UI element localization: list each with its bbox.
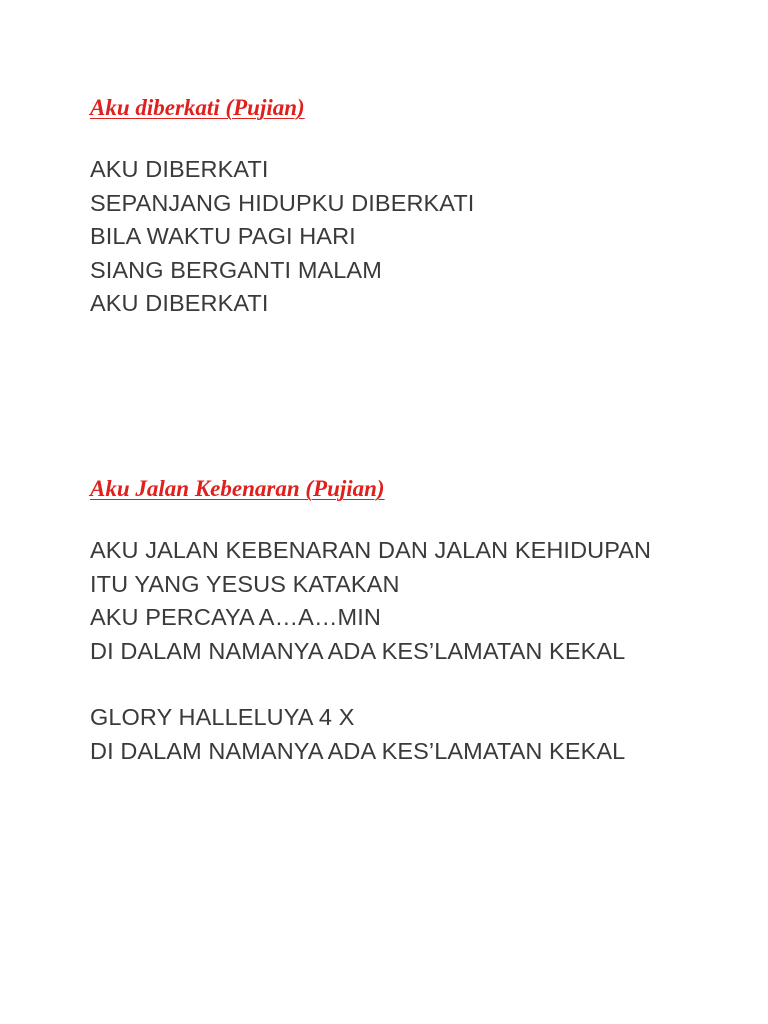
lyric-line: AKU PERCAYA A…A…MIN — [90, 604, 381, 630]
lyric-line: SEPANJANG HIDUPKU DIBERKATI — [90, 189, 475, 216]
stanza — [90, 701, 730, 768]
song-aku-jalan-kebenaran — [90, 474, 730, 768]
lyric-line: SIANG BERGANTI MALAM — [90, 256, 382, 283]
lyric-line: AKU DIBERKATI — [90, 156, 269, 182]
lyric-line: DI DALAM NAMANYA ADA KES’LAMATAN KEKAL — [90, 637, 626, 664]
lyric-line: DI DALAM NAMANYA ADA KES’LAMATAN KEKAL — [90, 737, 626, 764]
lyric-line: AKU DIBERKATI — [90, 290, 269, 316]
lyric-line: AKU JALAN KEBENARAN DAN JALAN KEHIDUPAN — [90, 537, 652, 563]
song-title: Aku diberkati (Pujian) — [90, 95, 305, 120]
lyric-line: GLORY HALLELUYA 4 X — [90, 704, 355, 730]
stanza — [90, 153, 730, 321]
lyric-line: ITU YANG YESUS KATAKAN — [90, 570, 400, 597]
song-aku-diberkati — [90, 93, 730, 321]
stanza — [90, 534, 730, 668]
song-title: Aku Jalan Kebenaran (Pujian) — [90, 476, 385, 501]
lyric-line: BILA WAKTU PAGI HARI — [90, 223, 356, 249]
